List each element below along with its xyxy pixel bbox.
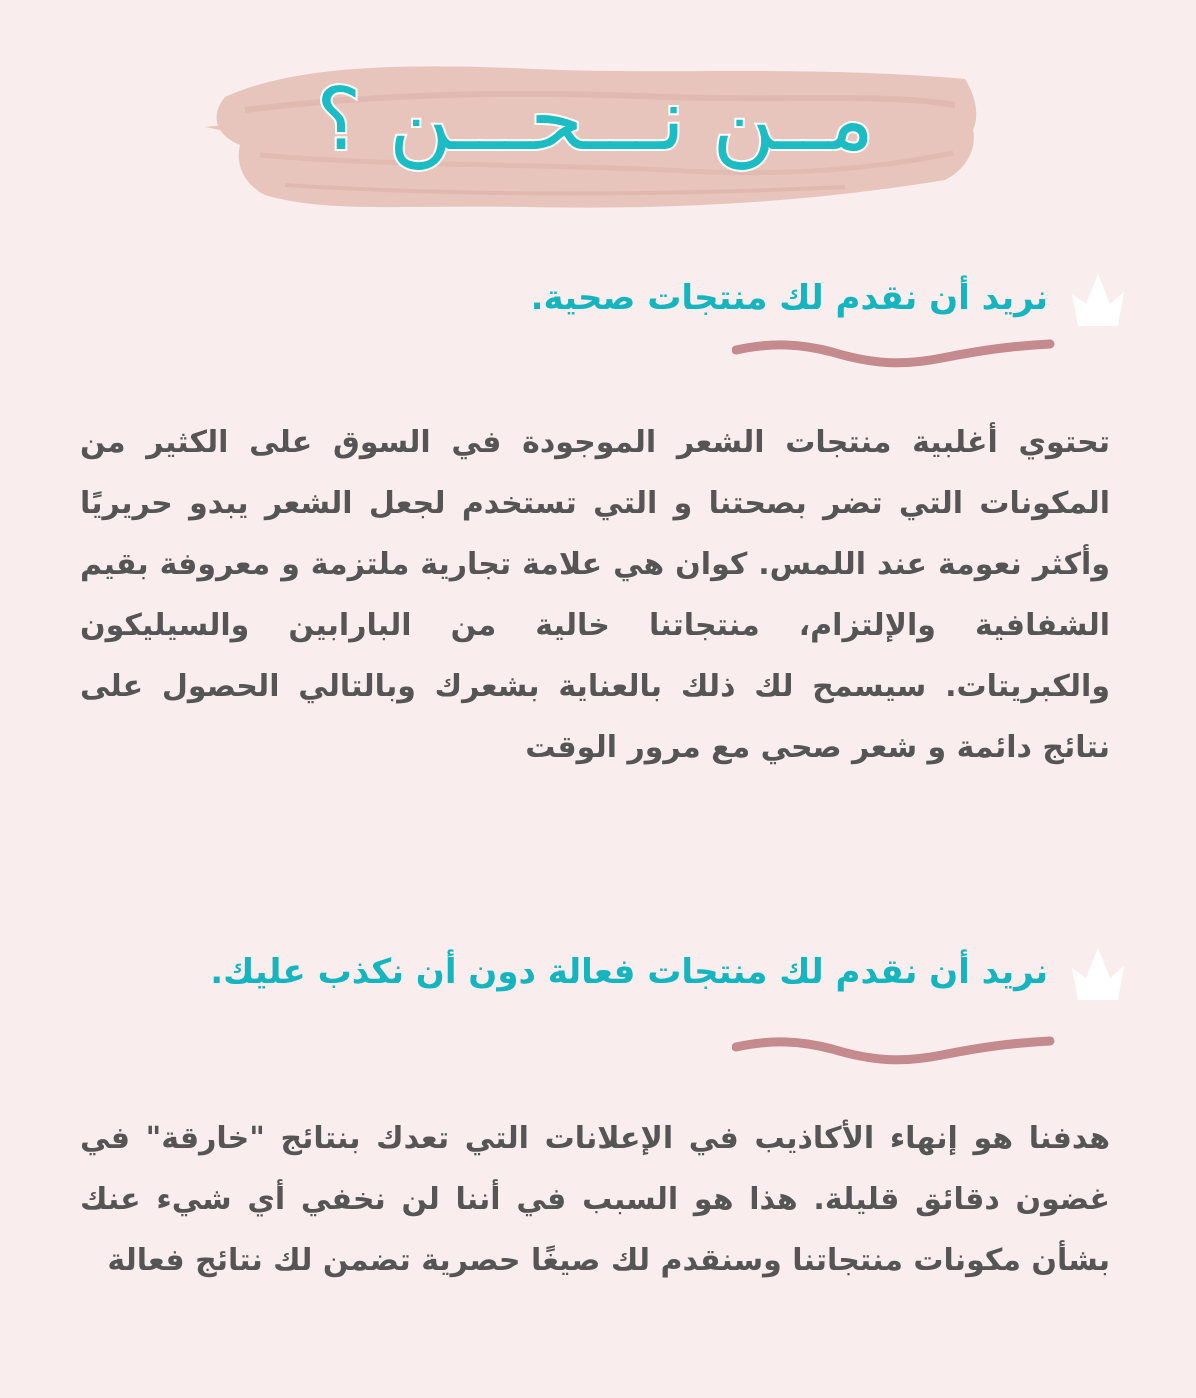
section-heading-2 [0, 942, 1196, 1022]
crown-icon [1066, 942, 1130, 1006]
section-heading-text: نريد أن نقدم لك منتجات صحية. [530, 278, 1048, 318]
section-paragraph-1: تحتوي أغلبية منتجات الشعر الموجودة في السوق على الكثير من المكونات التي تضر بصحتنا و التي تستخدم لجعل الشعر يبدو حريريًا وأكثر نعومة عند اللمس. كوان هي علامة تجارية ملتزمة و معروفة بقيم الشفافية والإلتزام، منتجاتنا خالية من البارابين والسيليكون والكبريتات. سيسمح لك ذلك بالعناية بشعرك وبالتالي الحصول على نتائج دائمة و شعر صحي مع مرور الوقت [80, 425, 1110, 765]
section-heading-text: نريد أن نقدم لك منتجات فعالة دون أن نكذب عليك. [210, 952, 1048, 992]
squiggle-divider [732, 338, 1062, 378]
crown-icon [1066, 268, 1130, 332]
page-title: مــن نـــحـــن ؟ [315, 70, 875, 170]
section-paragraph-2: هدفنا هو إنهاء الأكاذيب في الإعلانات التي تعدك بنتائج "خارقة" في غضون دقائق قليلة. هذا هو السبب في أننا لن نخفي أي شيء عنك بشأن مكونات منتجاتنا وسنقدم لك صيغًا حصرية تضمن لك نتائج فعالة [80, 1121, 1110, 1278]
title-banner [205, 35, 985, 225]
squiggle-divider [732, 1035, 1062, 1075]
section-heading-1 [0, 268, 1196, 348]
